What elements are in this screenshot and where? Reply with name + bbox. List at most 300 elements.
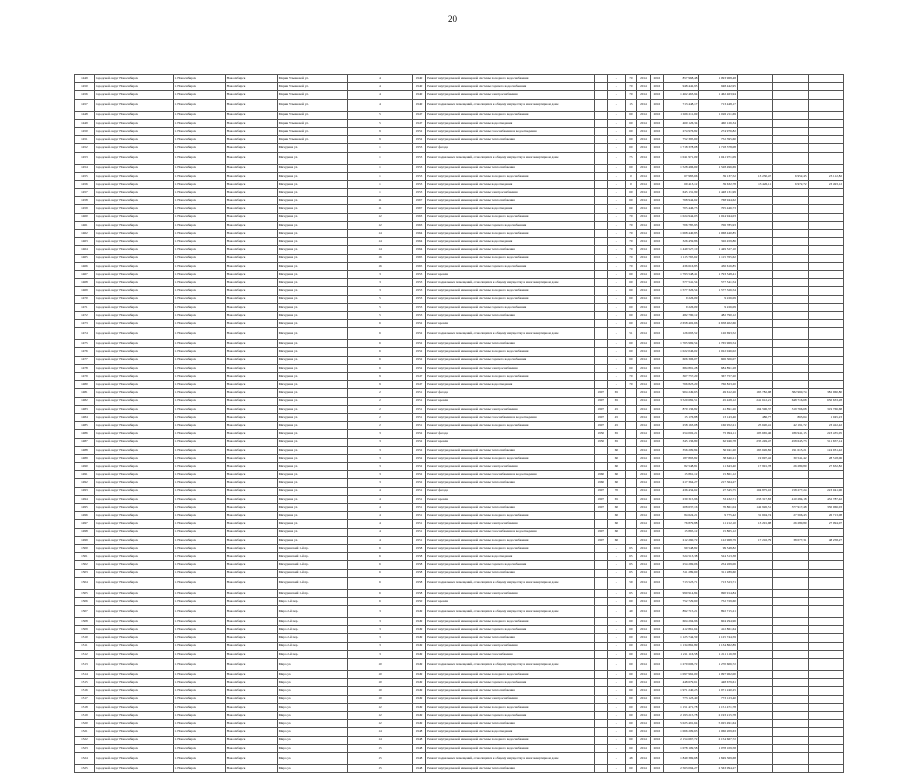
street-cell: Мичурина ул. xyxy=(277,364,348,372)
row-number: 1523 xyxy=(75,744,95,752)
end-year-cell: 2016 xyxy=(650,744,664,752)
cost-2016-cell xyxy=(773,728,808,736)
end-year-cell: 2016 xyxy=(650,589,664,597)
city-cell: г. Новосибирск xyxy=(173,328,225,340)
cost-2016-cell: 27 566,43 xyxy=(773,512,808,520)
work-type-cell: Ремонт внутридомовой инженерной системы газоснабжения xyxy=(426,650,594,658)
cost-2015-cell xyxy=(737,83,772,91)
build-year-cell: 1951 xyxy=(412,520,426,528)
build-year-cell: 1952 xyxy=(412,364,426,372)
service-life-cell: 60 xyxy=(625,348,636,356)
cost-2015-cell xyxy=(737,303,772,311)
last-repair-year-cell xyxy=(594,127,608,135)
cost-total-cell: 99 548,82 xyxy=(664,544,699,552)
table-row xyxy=(75,83,844,91)
cost-2014-cell: 126 693,52 xyxy=(699,328,737,340)
last-repair-year-cell: 1960 xyxy=(594,479,608,487)
row-number: 1488 xyxy=(75,446,95,454)
service-life-cell: 60 xyxy=(625,764,636,772)
house-cell: 1 xyxy=(348,144,412,152)
end-year-cell: 2016 xyxy=(650,287,664,295)
cost-2016-cell xyxy=(773,295,808,303)
build-year-cell: 1953 xyxy=(412,270,426,278)
wear-cell: - xyxy=(608,152,626,164)
work-type-cell: Ремонт внутридомовой инженерной системы водоотведения xyxy=(426,728,594,736)
wear-cell: - xyxy=(608,589,626,597)
settlement-cell: Новосибирск xyxy=(225,246,277,254)
row-number: 1504 xyxy=(75,577,95,589)
row-number: 1495 xyxy=(75,504,95,512)
city-cell: г. Новосибирск xyxy=(173,446,225,454)
row-number: 1500 xyxy=(75,544,95,552)
wear-cell: - xyxy=(608,197,626,205)
cost-extra-cell xyxy=(808,287,843,295)
last-repair-year-cell xyxy=(594,119,608,127)
cost-2014-cell: 75 994,11 xyxy=(699,430,737,438)
work-type-cell: Ремонт кровли xyxy=(426,270,594,278)
row-number: 1510 xyxy=(75,634,95,642)
wear-cell: - xyxy=(608,287,626,295)
cost-extra-cell xyxy=(808,127,843,135)
city-cell: г. Новосибирск xyxy=(173,606,225,618)
settlement-cell: Новосибирск xyxy=(225,561,277,569)
cost-2014-cell: 773 123,40 xyxy=(699,695,737,703)
wear-cell: 60 xyxy=(608,528,626,536)
cost-2015-cell: 31 604,74 xyxy=(737,512,772,520)
cost-2015-cell xyxy=(737,279,772,287)
cost-extra-cell xyxy=(808,553,843,561)
row-number: 1481 xyxy=(75,389,95,397)
district-cell: городской округ Новосибирск xyxy=(94,634,173,642)
service-life-cell: 60 xyxy=(625,136,636,144)
cost-2014-cell: 892 715,21 xyxy=(699,606,737,618)
cost-2014-cell: 606 306,07 xyxy=(699,356,737,364)
cost-total-cell: 9 226,09 xyxy=(664,295,699,303)
cost-extra-cell: 382 960,80 xyxy=(808,389,843,397)
wear-cell: - xyxy=(608,303,626,311)
cost-extra-cell xyxy=(808,364,843,372)
cost-2015-cell xyxy=(737,659,772,671)
last-repair-year-cell xyxy=(594,364,608,372)
build-year-cell: 1953 xyxy=(412,303,426,311)
cost-2015-cell xyxy=(737,328,772,340)
district-cell: городской округ Новосибирск xyxy=(94,75,173,83)
work-type-cell: Ремонт фасада xyxy=(426,389,594,397)
cost-total-cell: 1 041 971,09 xyxy=(664,152,699,164)
build-year-cell: 1951 xyxy=(412,413,426,421)
service-life-cell: 65 xyxy=(625,553,636,561)
cost-total-cell: 1 765 969,54 xyxy=(664,340,699,348)
cost-2015-cell xyxy=(737,577,772,589)
settlement-cell: Новосибирск xyxy=(225,687,277,695)
start-year-cell: 2014 xyxy=(637,136,651,144)
cost-total-cell: 577 541,54 xyxy=(664,279,699,287)
start-year-cell: 2014 xyxy=(637,405,651,413)
service-life-cell xyxy=(625,520,636,528)
last-repair-year-cell xyxy=(594,164,608,172)
build-year-cell: 1951 xyxy=(412,422,426,430)
cost-2014-cell: 752 729,60 xyxy=(699,597,737,605)
end-year-cell: 2016 xyxy=(650,711,664,719)
last-repair-year-cell: 1907 xyxy=(594,422,608,430)
build-year-cell: 1965 xyxy=(412,254,426,262)
work-type-cell: Ремонт внутридомовой инженерной системы теплоснабжения xyxy=(426,340,594,348)
start-year-cell: 2014 xyxy=(637,111,651,119)
table-row xyxy=(75,373,844,381)
city-cell: г. Новосибирск xyxy=(173,189,225,197)
row-number: 1521 xyxy=(75,728,95,736)
end-year-cell: 2016 xyxy=(650,238,664,246)
cost-extra-cell xyxy=(808,544,843,552)
last-repair-year-cell xyxy=(594,544,608,552)
work-type-cell: Ремонт внутридомовой инженерной системы теплоснабжения xyxy=(426,197,594,205)
wear-cell: 60 xyxy=(608,454,626,462)
start-year-cell: 2014 xyxy=(637,695,651,703)
cost-extra-cell xyxy=(808,270,843,278)
street-cell: Мичурина ул. xyxy=(277,287,348,295)
last-repair-year-cell xyxy=(594,230,608,238)
work-type-cell: Ремонт подвальных помещений, относящихся к общему имуществу в многоквартирном доме xyxy=(426,659,594,671)
table-row xyxy=(75,381,844,389)
build-year-cell: 1953 xyxy=(412,164,426,172)
last-repair-year-cell xyxy=(594,520,608,528)
row-number: 1496 xyxy=(75,512,95,520)
cost-2016-cell: 863,64 xyxy=(773,413,808,421)
district-cell: городской округ Новосибирск xyxy=(94,679,173,687)
start-year-cell: 2014 xyxy=(637,340,651,348)
build-year-cell: 1951 xyxy=(412,512,426,520)
table-row xyxy=(75,189,844,197)
wear-cell: - xyxy=(608,83,626,91)
cost-extra-cell: 319 766,68 xyxy=(808,405,843,413)
cost-2014-cell: 1 078 109,58 xyxy=(699,744,737,752)
district-cell: городской округ Новосибирск xyxy=(94,221,173,229)
table-row xyxy=(75,111,844,119)
district-cell: городской округ Новосибирск xyxy=(94,213,173,221)
wear-cell: 65 xyxy=(608,389,626,397)
city-cell: г. Новосибирск xyxy=(173,634,225,642)
start-year-cell: 2014 xyxy=(637,479,651,487)
table-row xyxy=(75,430,844,438)
build-year-cell: 1949 xyxy=(412,618,426,626)
work-type-cell: Ремонт внутридомовой инженерной системы холодного водоснабжения xyxy=(426,736,594,744)
house-cell: 6 xyxy=(348,364,412,372)
cost-extra-cell: 223 041,96 xyxy=(808,487,843,495)
house-cell: 6 xyxy=(348,597,412,605)
end-year-cell: 2016 xyxy=(650,577,664,589)
start-year-cell: 2014 xyxy=(637,205,651,213)
district-cell: городской округ Новосибирск xyxy=(94,320,173,328)
district-cell: городской округ Новосибирск xyxy=(94,172,173,180)
wear-cell: 60 xyxy=(608,536,626,544)
cost-2015-cell xyxy=(737,479,772,487)
row-number: 1456 xyxy=(75,180,95,188)
cost-total-cell: 1 577 326,54 xyxy=(664,287,699,295)
service-life-cell xyxy=(625,463,636,471)
row-number: 1487 xyxy=(75,438,95,446)
street-cell: Мичуринский 1-й пр. xyxy=(277,561,348,569)
street-cell: Мичурина ул. xyxy=(277,311,348,319)
city-cell: г. Новосибирск xyxy=(173,295,225,303)
settlement-cell: Новосибирск xyxy=(225,213,277,221)
service-life-cell: 70 xyxy=(625,262,636,270)
cost-total-cell: 645 131,99 xyxy=(664,189,699,197)
build-year-cell: 1947 xyxy=(412,381,426,389)
service-life-cell: 70 xyxy=(625,230,636,238)
work-type-cell: Ремонт внутридомовой инженерной системы теплоснабжения xyxy=(426,504,594,512)
work-type-cell: Ремонт внутридомовой инженерной системы горячего водоснабжения xyxy=(426,262,594,270)
build-year-cell: 1952 xyxy=(412,454,426,462)
settlement-cell: Новосибирск xyxy=(225,262,277,270)
last-repair-year-cell: 1907 xyxy=(594,413,608,421)
wear-cell: - xyxy=(608,119,626,127)
program-table xyxy=(74,74,844,773)
cost-total-cell: 217 364,27 xyxy=(664,479,699,487)
last-repair-year-cell xyxy=(594,728,608,736)
settlement-cell: Новосибирск xyxy=(225,430,277,438)
street-cell: Мичурина ул. xyxy=(277,164,348,172)
cost-total-cell: 212 260,72 xyxy=(664,536,699,544)
table-row xyxy=(75,328,844,340)
service-life-cell xyxy=(625,504,636,512)
settlement-cell: Новосибирск xyxy=(225,91,277,99)
city-cell: г. Новосибирск xyxy=(173,389,225,397)
house-cell: 16 xyxy=(348,254,412,262)
house-cell: 1 xyxy=(348,180,412,188)
cost-total-cell: 1 718 378,08 xyxy=(664,144,699,152)
district-cell: городской округ Новосибирск xyxy=(94,479,173,487)
city-cell: г. Новосибирск xyxy=(173,152,225,164)
settlement-cell: Новосибирск xyxy=(225,634,277,642)
wear-cell: - xyxy=(608,642,626,650)
street-cell: Мичурина ул. xyxy=(277,279,348,287)
table-row xyxy=(75,446,844,454)
end-year-cell: 2016 xyxy=(650,136,664,144)
build-year-cell: 1958 xyxy=(412,544,426,552)
cost-2015-cell xyxy=(737,262,772,270)
service-life-cell xyxy=(625,413,636,421)
cost-2014-cell: 460 126,34 xyxy=(699,119,737,127)
cost-2016-cell: 382 960,74 xyxy=(773,389,808,397)
start-year-cell: 2014 xyxy=(637,238,651,246)
street-cell: Мичурина ул. xyxy=(277,381,348,389)
row-number: 1448 xyxy=(75,111,95,119)
work-type-cell: Ремонт внутридомовой инженерной системы электроснабжения xyxy=(426,189,594,197)
service-life-cell: 60 xyxy=(625,671,636,679)
start-year-cell: 2014 xyxy=(637,528,651,536)
cost-2016-cell: 6 952,45 xyxy=(773,172,808,180)
build-year-cell: 1949 xyxy=(412,650,426,658)
city-cell: г. Новосибирск xyxy=(173,270,225,278)
last-repair-year-cell xyxy=(594,446,608,454)
cost-2015-cell xyxy=(737,711,772,719)
street-cell: Мичурина ул. xyxy=(277,230,348,238)
start-year-cell: 2014 xyxy=(637,430,651,438)
cost-2014-cell: 1 041 971,09 xyxy=(699,152,737,164)
street-cell: Мичурина ул. xyxy=(277,373,348,381)
cost-2016-cell: 26 280,80 xyxy=(773,463,808,471)
wear-cell: - xyxy=(608,720,626,728)
cost-2016-cell xyxy=(773,626,808,634)
cost-2014-cell: 1 270 606,72 xyxy=(699,659,737,671)
table-row xyxy=(75,454,844,462)
street-cell: Мичурина ул. xyxy=(277,454,348,462)
last-repair-year-cell xyxy=(594,262,608,270)
cost-2015-cell xyxy=(737,561,772,569)
street-cell: Мичурина ул. xyxy=(277,512,348,520)
build-year-cell: 1964 xyxy=(412,238,426,246)
last-repair-year-cell xyxy=(594,180,608,188)
cost-2014-cell: 1 022 046,02 xyxy=(699,348,737,356)
end-year-cell: 2016 xyxy=(650,520,664,528)
cost-total-cell: 356 209,84 xyxy=(664,446,699,454)
table-row xyxy=(75,405,844,413)
city-cell: г. Новосибирск xyxy=(173,642,225,650)
street-cell: Мичурина ул. xyxy=(277,270,348,278)
cost-2015-cell xyxy=(737,75,772,83)
city-cell: г. Новосибирск xyxy=(173,626,225,634)
build-year-cell: 1953 xyxy=(412,144,426,152)
last-repair-year-cell xyxy=(594,83,608,91)
build-year-cell: 1948 xyxy=(412,764,426,772)
street-cell: Мичурина ул. xyxy=(277,221,348,229)
district-cell: городской округ Новосибирск xyxy=(94,471,173,479)
district-cell: городской округ Новосибирск xyxy=(94,164,173,172)
cost-2016-cell xyxy=(773,262,808,270)
settlement-cell: Новосибирск xyxy=(225,695,277,703)
build-year-cell: 1952 xyxy=(412,471,426,479)
cost-extra-cell xyxy=(808,528,843,536)
cost-extra-cell xyxy=(808,152,843,164)
last-repair-year-cell xyxy=(594,270,608,278)
table-row xyxy=(75,597,844,605)
settlement-cell: Новосибирск xyxy=(225,438,277,446)
cost-2014-cell: 604 294,96 xyxy=(699,618,737,626)
table-row xyxy=(75,75,844,83)
cost-2015-cell xyxy=(737,764,772,772)
city-cell: г. Новосибирск xyxy=(173,703,225,711)
cost-2016-cell xyxy=(773,246,808,254)
settlement-cell: Новосибирск xyxy=(225,221,277,229)
table-row xyxy=(75,197,844,205)
row-number: 1486 xyxy=(75,430,95,438)
house-cell: 10 xyxy=(348,659,412,671)
cost-2016-cell xyxy=(773,634,808,642)
district-cell: городской округ Новосибирск xyxy=(94,544,173,552)
district-cell: городской округ Новосибирск xyxy=(94,711,173,719)
house-cell: 3 xyxy=(348,606,412,618)
build-year-cell: 1940 xyxy=(412,83,426,91)
service-life-cell: 60 xyxy=(625,311,636,319)
work-type-cell: Ремонт внутридомовой инженерной системы холодного водоснабжения xyxy=(426,536,594,544)
build-year-cell: 1967 xyxy=(412,205,426,213)
build-year-cell: 1953 xyxy=(412,295,426,303)
end-year-cell: 2016 xyxy=(650,764,664,772)
settlement-cell: Новосибирск xyxy=(225,164,277,172)
start-year-cell: 2014 xyxy=(637,254,651,262)
district-cell: городской округ Новосибирск xyxy=(94,356,173,364)
last-repair-year-cell xyxy=(594,659,608,671)
cost-total-cell: 274 976,82 xyxy=(664,127,699,135)
city-cell: г. Новосибирск xyxy=(173,373,225,381)
cost-extra-cell xyxy=(808,99,843,111)
street-cell: Мичурина ул. xyxy=(277,389,348,397)
row-number: 1467 xyxy=(75,270,95,278)
house-cell: 15 xyxy=(348,764,412,772)
build-year-cell: 1953 xyxy=(412,180,426,188)
work-type-cell: Ремонт внутридомовой инженерной системы холодного водоснабжения xyxy=(426,422,594,430)
cost-2015-cell xyxy=(737,381,772,389)
end-year-cell: 2016 xyxy=(650,246,664,254)
table-row xyxy=(75,99,844,111)
start-year-cell: 2014 xyxy=(637,422,651,430)
work-type-cell: Ремонт внутридомовой инженерной системы теплоснабжения xyxy=(426,687,594,695)
cost-extra-cell: 330 066,03 xyxy=(808,504,843,512)
service-life-cell: 60 xyxy=(625,744,636,752)
cost-extra-cell xyxy=(808,744,843,752)
cost-2016-cell xyxy=(773,91,808,99)
service-life-cell: 0 xyxy=(625,180,636,188)
settlement-cell: Новосибирск xyxy=(225,111,277,119)
cost-total-cell: 892 715,21 xyxy=(664,606,699,618)
district-cell: городской округ Новосибирск xyxy=(94,381,173,389)
street-cell: Мичурина ул. xyxy=(277,328,348,340)
cost-2015-cell xyxy=(737,238,772,246)
start-year-cell: 2014 xyxy=(637,642,651,650)
cost-extra-cell xyxy=(808,197,843,205)
end-year-cell: 2016 xyxy=(650,528,664,536)
city-cell: г. Новосибирск xyxy=(173,364,225,372)
house-cell: 2 xyxy=(348,389,412,397)
wear-cell: - xyxy=(608,348,626,356)
wear-cell: - xyxy=(608,687,626,695)
last-repair-year-cell xyxy=(594,711,608,719)
service-life-cell xyxy=(625,471,636,479)
house-cell: 6 xyxy=(348,328,412,340)
cost-total-cell: 126 693,52 xyxy=(664,328,699,340)
start-year-cell: 2014 xyxy=(637,287,651,295)
work-type-cell: Ремонт внутридомовой инженерной системы холодного водоснабжения xyxy=(426,287,594,295)
cost-extra-cell xyxy=(808,164,843,172)
row-number: 1468 xyxy=(75,279,95,287)
work-type-cell: Ремонт внутридомовой инженерной системы холодного водоснабжения xyxy=(426,373,594,381)
cost-extra-cell: 23 112,82 xyxy=(808,172,843,180)
last-repair-year-cell xyxy=(594,589,608,597)
table-row xyxy=(75,119,844,127)
settlement-cell: Новосибирск xyxy=(225,671,277,679)
settlement-cell: Новосибирск xyxy=(225,577,277,589)
end-year-cell: 2016 xyxy=(650,626,664,634)
cost-extra-cell: 511 657,14 xyxy=(808,438,843,446)
build-year-cell: 1949 xyxy=(412,687,426,695)
service-life-cell: 60 xyxy=(625,736,636,744)
cost-extra-cell xyxy=(808,238,843,246)
row-number: 1480 xyxy=(75,381,95,389)
cost-2016-cell xyxy=(773,197,808,205)
end-year-cell: 2016 xyxy=(650,262,664,270)
district-cell: городской округ Новосибирск xyxy=(94,720,173,728)
last-repair-year-cell xyxy=(594,671,608,679)
cost-2016-cell xyxy=(773,111,808,119)
house-cell: 5 xyxy=(348,303,412,311)
last-repair-year-cell xyxy=(594,764,608,772)
table-row xyxy=(75,528,844,536)
wear-cell: - xyxy=(608,728,626,736)
house-cell: 6 xyxy=(348,340,412,348)
street-cell: Мичурина ул. xyxy=(277,180,348,188)
street-cell: Мичурина ул. xyxy=(277,205,348,213)
cost-2014-cell: 41 891,26 xyxy=(699,405,737,413)
